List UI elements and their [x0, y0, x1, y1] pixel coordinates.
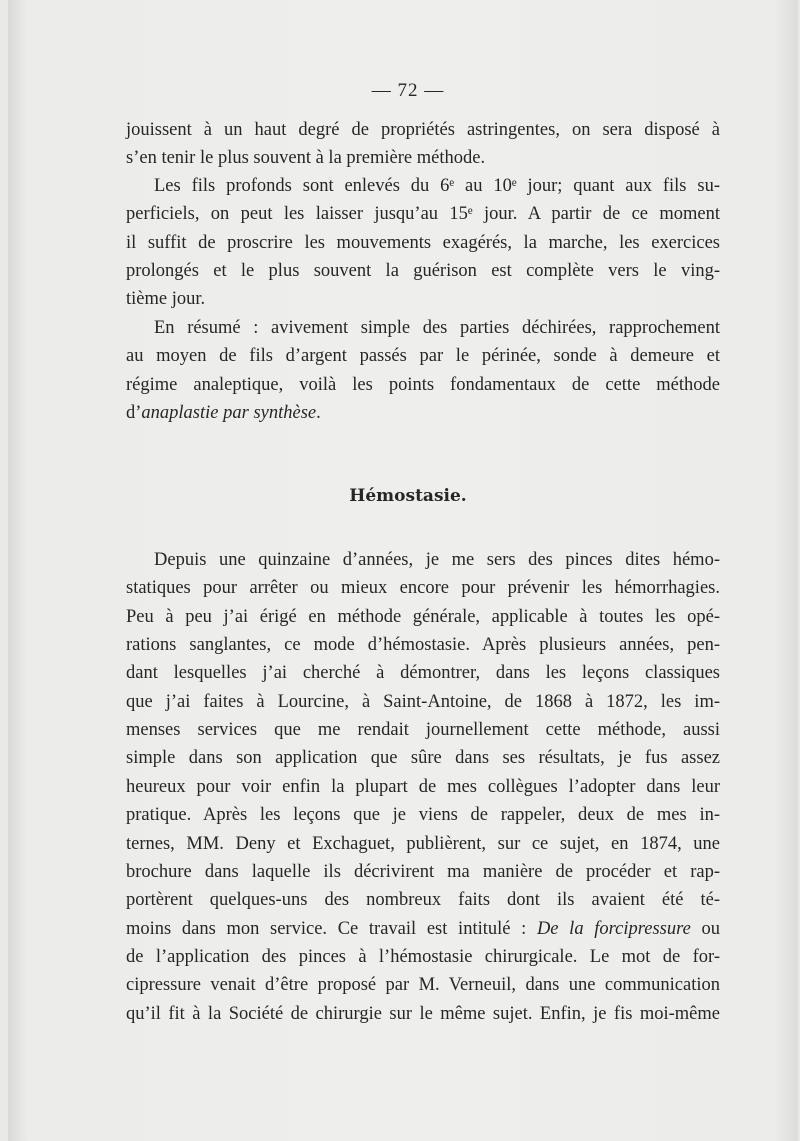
text-segment: brochure dans laquelle ils décrivirent ma manière de procéder et rap- — [126, 861, 720, 882]
text-line — [154, 316, 720, 340]
text-line — [154, 174, 720, 198]
text-segment: régime analeptique, voilà les points fondamentaux de cette méthode — [126, 374, 720, 395]
text-line — [126, 633, 720, 657]
text-line — [126, 118, 720, 142]
text-segment: d’ — [126, 402, 142, 423]
text-segment: au moyen de fils d’argent passés par le périnée, sonde à demeure et — [126, 346, 720, 367]
text-segment: heureux pour voir enfin la plupart de mes collègues l’adopter dans leur — [126, 776, 720, 797]
text-segment: pratique. Après les leçons que je viens de rappeler, deux de mes in- — [126, 805, 720, 826]
text-line — [126, 287, 720, 311]
text-line — [126, 945, 720, 969]
text-segment: jouissent à un haut degré de propriétés astringentes, on sera disposé à — [126, 120, 720, 140]
text-segment: s’en tenir le plus souvent à la première méthode. — [126, 148, 486, 169]
text-line — [126, 775, 720, 799]
text-line — [126, 576, 720, 600]
text-segment: que j’ai faites à Lourcine, à Saint-Antoine, de 1868 à 1872, les im- — [126, 691, 720, 712]
text-segment: qu’il fit à la Société de chirurgie sur le même sujet. Enfin, je fis moi-même — [126, 1003, 720, 1024]
text-line — [126, 344, 720, 368]
text-segment: ou — [690, 918, 721, 939]
text-segment: cipressure venait d’être proposé par M. Verneuil, dans une communication — [126, 975, 720, 996]
text-line — [126, 231, 720, 255]
text-segment: simple dans son application que sûre dans ses résultats, je fus assez — [126, 748, 720, 769]
text-line — [126, 746, 720, 770]
text-line — [126, 605, 720, 629]
text-segment: statiques pour arrêter ou mieux encore pour prévenir les hémorrhagies. — [126, 578, 720, 599]
text-line — [126, 860, 720, 884]
text-line — [126, 690, 720, 714]
text-segment: rations sanglantes, ce mode d’hémostasie. Après plusieurs années, pen- — [126, 635, 720, 656]
section-heading: Hémostasie. — [349, 486, 467, 506]
page-number: — 72 — — [371, 80, 445, 101]
text-segment: moins dans mon service. Ce travail est intitulé : — [126, 918, 537, 939]
text-line — [154, 548, 720, 572]
text-line — [126, 832, 720, 856]
text-line — [126, 917, 720, 941]
text-segment: En résumé : avivement simple des parties déchirées, rapprochement — [154, 318, 720, 338]
text-line — [126, 888, 720, 912]
text-segment: Peu à peu j’ai érigé en méthode générale, applicable à toutes les opé- — [126, 606, 720, 627]
text-segment: portèrent quelques-uns des nombreux faits dont ils avaient été té- — [126, 890, 720, 911]
text-segment: Les fils profonds sont enlevés du 6ᵉ au 10ᵉ jour; quant aux fils su- — [154, 176, 720, 196]
text-segment: prolongés et le plus souvent la guérison est complète vers le ving- — [126, 260, 720, 281]
italic-text: De la forcipressure — [536, 918, 691, 939]
text-segment: menses services que me rendait journellement cette méthode, aussi — [126, 720, 720, 741]
text-segment: . — [316, 402, 321, 423]
text-segment: ternes, MM. Deny et Exchaguet, publièrent, sur ce sujet, en 1874, une — [126, 833, 720, 854]
text-line — [126, 718, 720, 742]
italic-text: anaplastie par synthèse — [141, 402, 317, 423]
text-line — [126, 202, 720, 226]
text-line — [126, 259, 720, 283]
text-segment: dant lesquelles j’ai cherché à démontrer, dans les leçons classiques — [126, 663, 720, 684]
text-line — [126, 1002, 720, 1026]
text-segment: il suffit de proscrire les mouvements exagérés, la marche, les exercices — [126, 232, 720, 253]
text-segment: de l’application des pinces à l’hémostasie chirurgicale. Le mot de for- — [126, 946, 720, 967]
text-line — [126, 803, 720, 827]
book-page — [8, 0, 798, 1141]
text-line — [126, 661, 720, 685]
text-line — [126, 401, 720, 425]
text-segment: perficiels, on peut les laisser jusqu’au 15ᵉ jour. A partir de ce moment — [126, 204, 720, 225]
text-line — [126, 146, 720, 170]
text-line — [126, 373, 720, 397]
text-line — [126, 973, 720, 997]
text-segment: Depuis une quinzaine d’années, je me sers des pinces dites hémo- — [154, 550, 720, 570]
text-segment: tième jour. — [126, 289, 206, 310]
